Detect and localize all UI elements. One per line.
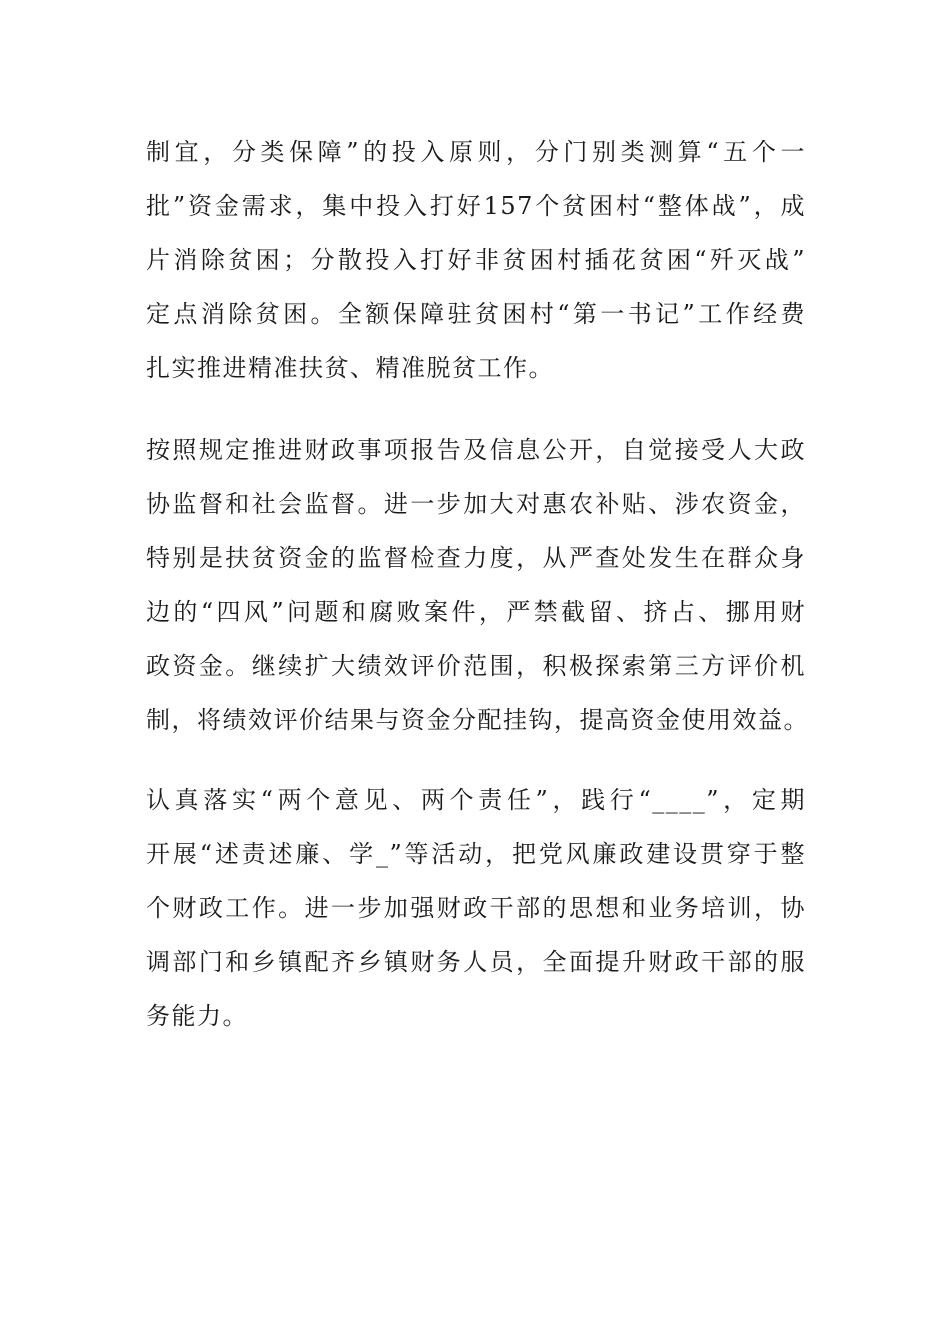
paragraph-poverty-funding	[146, 125, 806, 395]
text-line: 定点消除贫困。全额保障驻贫困村“第一书记”工作经费	[146, 300, 806, 328]
text-line: 扎实推进精准扶贫、精准脱贫工作。	[146, 354, 554, 382]
text-line: 制，将绩效评价结果与资金分配挂钩，提高资金使用效益。	[146, 706, 809, 734]
text-line: 批”资金需求，集中投入打好157个贫困村“整体战”，成	[146, 192, 806, 220]
text-line: 开展“述责述廉、学_”等活动，把党风廉政建设贯穿于整	[146, 840, 806, 868]
paragraph-party-conduct	[146, 773, 806, 1043]
text-line: 按照规定推进财政事项报告及信息公开，自觉接受人大政	[146, 436, 806, 464]
text-line: 制宜，分类保障”的投入原则，分门别类测算“五个一	[146, 138, 806, 166]
text-line: 个财政工作。进一步加强财政干部的思想和业务培训，协	[146, 894, 806, 922]
text-line: 特别是扶贫资金的监督检查力度，从严查处发生在群众身	[146, 544, 806, 572]
text-line: 认真落实“两个意见、两个责任”，践行“____”，定期	[146, 786, 806, 814]
text-line: 务能力。	[146, 1002, 248, 1030]
text-line: 片消除贫困；分散投入打好非贫困村插花贫困“歼灭战”	[146, 246, 806, 274]
text-line: 边的“四风”问题和腐败案件，严禁截留、挤占、挪用财	[146, 598, 806, 626]
text-line: 协监督和社会监督。进一步加大对惠农补贴、涉农资金，	[146, 490, 806, 518]
text-line: 调部门和乡镇配齐乡镇财务人员，全面提升财政干部的服	[146, 948, 806, 976]
text-line: 政资金。继续扩大绩效评价范围，积极探索第三方评价机	[146, 652, 806, 680]
paragraph-supervision	[146, 423, 809, 747]
